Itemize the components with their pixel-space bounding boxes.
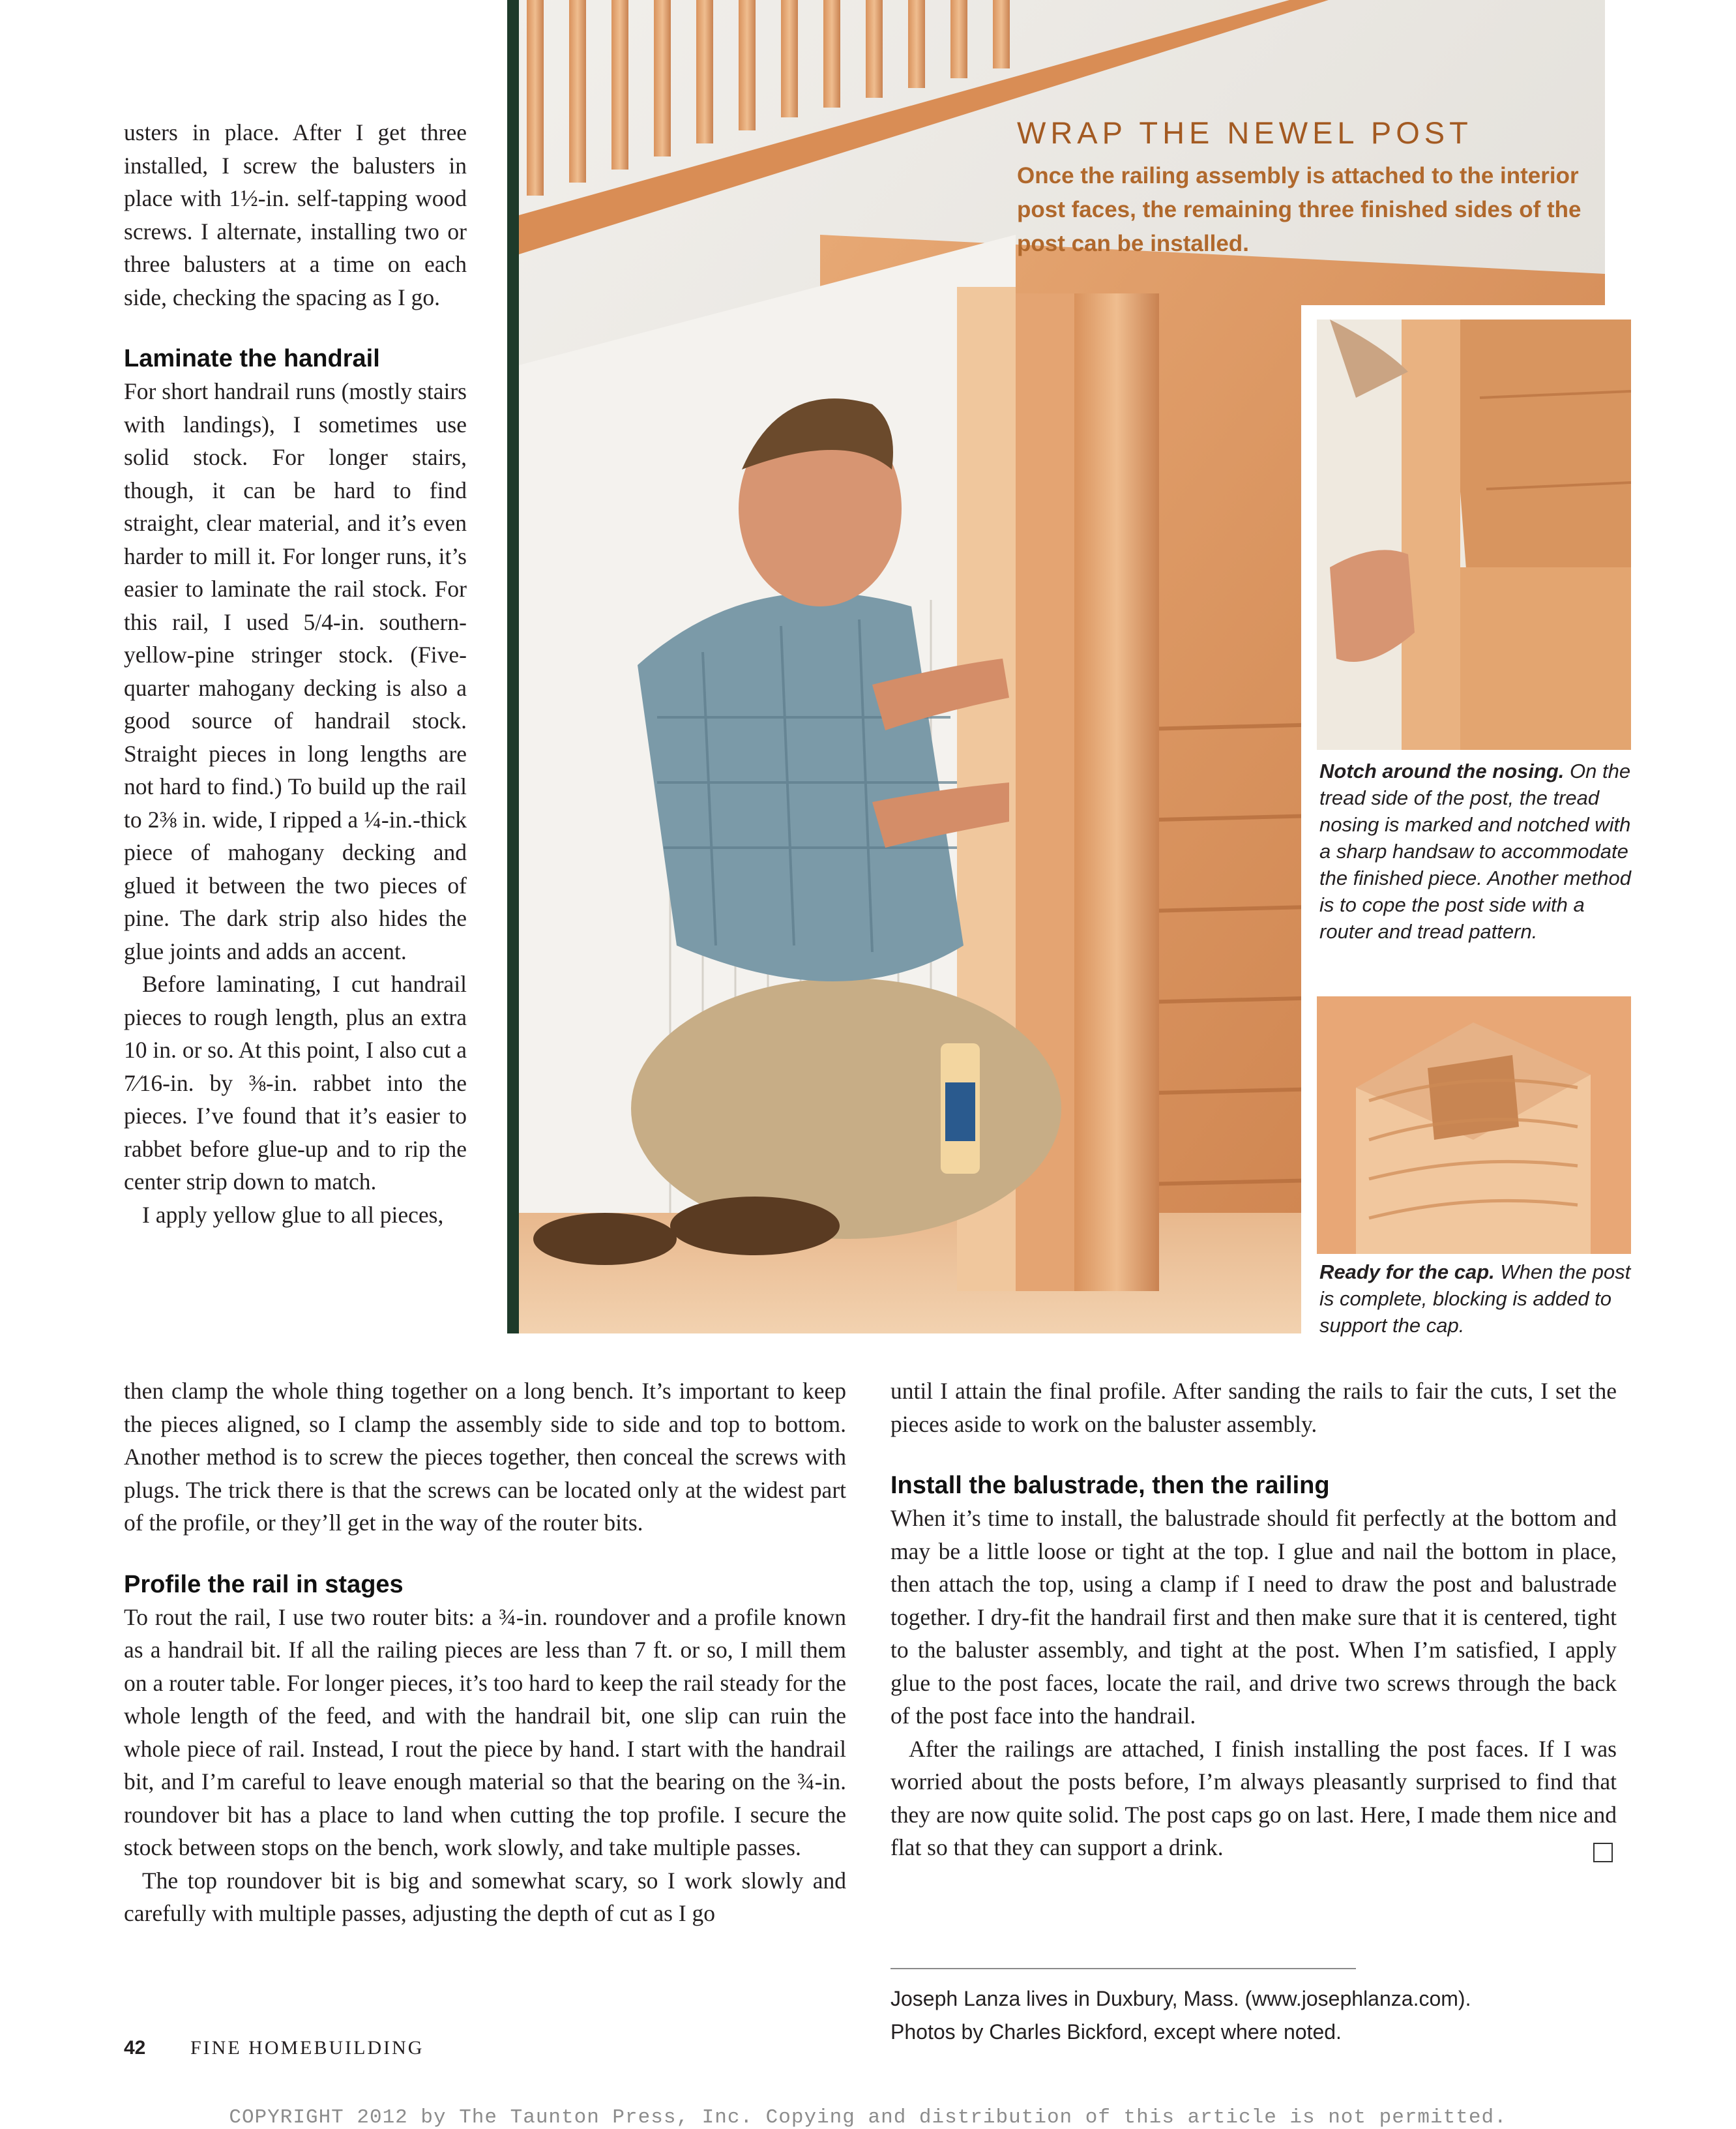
post-top-photo	[1317, 996, 1631, 1254]
caption-cap	[1319, 1258, 1631, 1339]
caption-notch	[1319, 758, 1631, 945]
bio-divider	[890, 1968, 1356, 1969]
page-number: 42	[124, 2037, 146, 2059]
paragraph-laminate: For short handrail runs (mostly stairs with landings), I sometimes use solid stock. For longer stairs, though, it can be hard to find straight, clear material, and it’s even harder to mill it. For longer runs, it’s easier to laminate the rail stock. For this rail, I used 5/4-in. southern-yellow-pine stringer stock. (Five-quarter mahogany decking is also a good source of handrail stock. Straight pieces in long lengths are not hard to find.) To build up the rail to 2⅜ in. wide, I ripped a ¼-in.-thick piece of mahogany decking and glued it between the two pieces of pine. The dark strip also hides the glue joints and adds an accent.	[124, 378, 467, 964]
paragraph-profile: To rout the rail, I use two router bits: a ¾-in. roundover and a profile known as a handrail bit. If all the railing pieces are less than 7 ft. or so, I mill them on a router table. For longer pieces, it’s too hard to keep the rail steady for the whole length of the feed, and with the handrail bit, one slip can ruin the whole piece of rail. Instead, I rout the piece by hand. I start with the handrail bit, and I’m careful to leave enough material so that the bearing on the ¾-in. roundover bit has a place to land when cutting the top profile. I secure the stock between stops on the bench, work slowly, and take multiple passes.	[124, 1603, 846, 1860]
caption-cap-lead: Ready for the cap.	[1319, 1260, 1495, 1283]
paragraph-glue-start: I apply yellow glue to all pieces,	[142, 1201, 444, 1228]
paragraph-finish: After the railings are attached, I finish installing the post faces. If I was worried about the posts before, I’m always pleasantly surprised to find that they are now quite solid. The post caps go on last. Here, I made them nice and flat so that they can support a drink.	[890, 1735, 1617, 1860]
sidebar-title: WRAP THE NEWEL POST	[1017, 115, 1473, 150]
inset-photo-notch	[1317, 320, 1631, 750]
caption-cap-text: When the post is complete, blocking is added to support the cap.	[1319, 1260, 1631, 1337]
column-left-top	[124, 116, 467, 1231]
paragraph-balusters: usters in place. After I get three installed, I screw the balusters in place with 1½-in. self-tapping wood screws. I alternate, installing two or three balusters at a time on each side, checking the spacing as I go.	[124, 119, 467, 310]
photo-edge-stripe	[507, 0, 519, 1333]
paragraph-glue-cont: then clamp the whole thing together on a long bench. It’s important to keep the pieces aligned, so I clamp the assembly side to side and top to bottom. Another method is to screw the pieces together, then conceal the screws with plugs. The trick there is that the screws can be located only at the widest part of the profile, or they’ll get in the way of the router bits.	[124, 1378, 846, 1536]
heading-laminate: Laminate the handrail	[124, 345, 380, 372]
paragraph-install: When it’s time to install, the balustrade should fit perfectly at the bottom and may be a little loose or tight at the top. I glue and nail the bottom in place, then attach the top, using a clamp if I need to draw the post and balustrade together. I dry-fit the handrail first and then make sure that it is centered, tight to the baluster assembly, and tight at the post. When I’m satisfied, I apply glue to the post faces, locate the rail, and drive two screws through the back of the post face into the handrail.	[890, 1505, 1617, 1729]
bio-author: Joseph Lanza lives in Duxbury, Mass. (www.josephlanza.com).	[890, 1987, 1471, 2010]
heading-install: Install the balustrade, then the railing	[890, 1472, 1330, 1499]
inset-photo-cap	[1317, 996, 1631, 1254]
heading-profile: Profile the rail in stages	[124, 1570, 404, 1598]
end-of-article-mark	[1593, 1843, 1613, 1862]
paragraph-roundover-cont: until I attain the final profile. After sanding the rails to fair the cuts, I set the pieces aside to work on the baluster assembly.	[890, 1378, 1617, 1437]
column-left-bottom	[124, 1375, 846, 1930]
bio-photo-credit: Photos by Charles Bickford, except where noted.	[890, 2020, 1342, 2044]
magazine-name: FINE HOMEBUILDING	[190, 2037, 424, 2059]
sidebar-description: Once the railing assembly is attached to the interior post faces, the remaining three finished sides of the post can be installed.	[1017, 163, 1582, 256]
column-right-bottom	[890, 1375, 1617, 1864]
paragraph-roundover: The top roundover bit is big and somewhat scary, so I work slowly and carefully with multiple passes, adjusting the depth of cut as I go	[124, 1867, 846, 1926]
caption-notch-text: On the tread side of the post, the tread nosing is marked and notched with a sharp handsaw to accommodate the finished piece. Another method is to cope the post side with a router and tread pattern.	[1319, 760, 1631, 943]
copyright-notice: COPYRIGHT 2012 by The Taunton Press, Inc. Copying and distribution of this article is not permitted.	[229, 2106, 1507, 2129]
caption-notch-lead: Notch around the nosing.	[1319, 760, 1565, 782]
paragraph-before-laminating: Before laminating, I cut handrail pieces to rough length, plus an extra 10 in. or so. At this point, I also cut a 7⁄16-in. by ⅜-in. rabbet into the pieces. I’ve found that it’s easier to rabbet before glue-up and to rip the center strip down to match.	[124, 971, 467, 1195]
notch-photo	[1317, 320, 1631, 750]
author-bio	[890, 1982, 1640, 2049]
